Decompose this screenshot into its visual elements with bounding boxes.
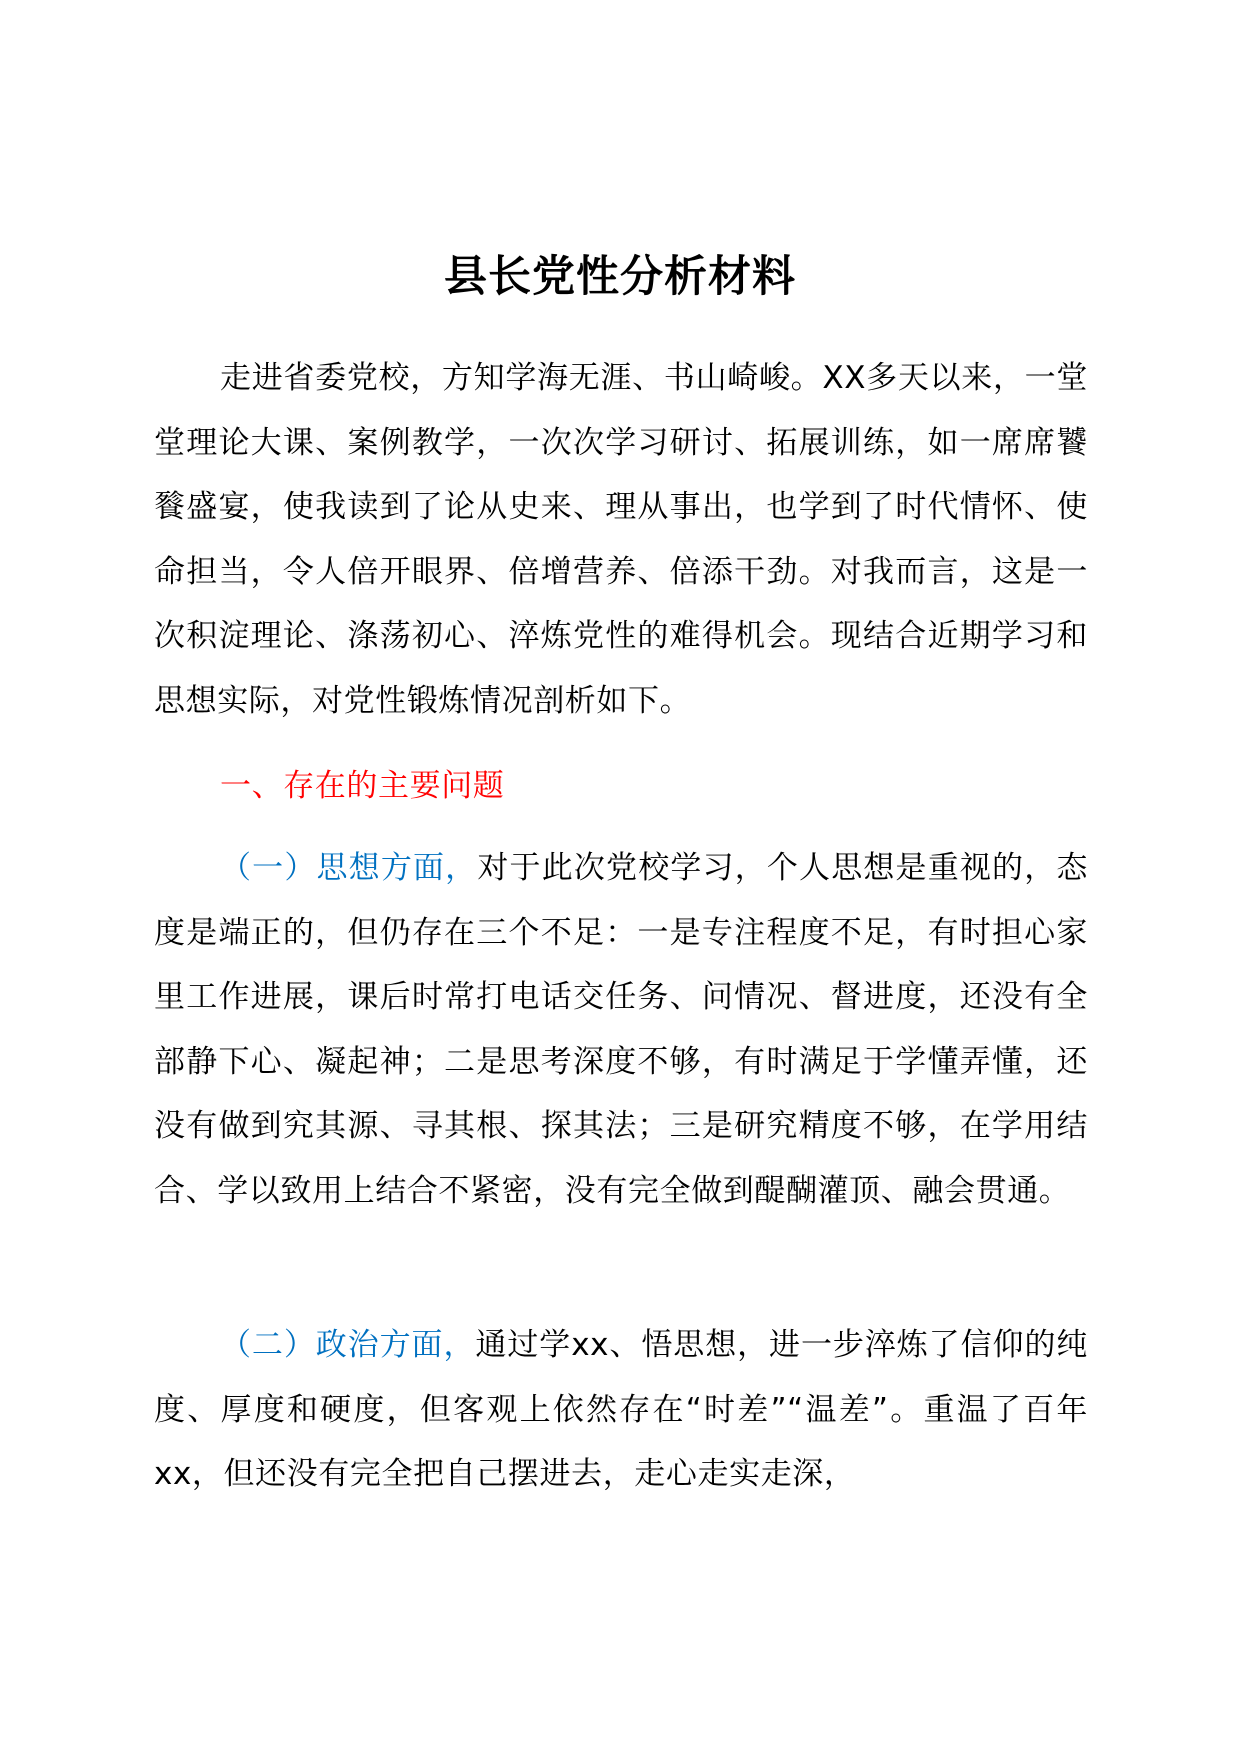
subheading-ideology: （一）思想方面， — [220, 850, 478, 886]
document-title: 县长党性分析材料 — [444, 252, 796, 302]
paragraph-ideology — [154, 836, 1088, 1223]
paragraph-ideology-text: 对于此次党校学习，个人思想是重视的，态度是端正的，但仍存在三个不足：一是专注程度不足，有时担心家里工作进展，课后时常打电话交任务、问情况、督进度，还没有全部静下心、凝起神；二是思考深度不够，有时满足于学懂弄懂，还没有做到究其源、寻其根、探其法；三是研究精度不够，在学用结合、学以致用上结合不紧密，没有完全做到醍醐灌顶、融会贯通。 — [154, 850, 1088, 1209]
intro-paragraph: 走进省委党校，方知学海无涯、书山崎峻。XX多天以来，一堂堂理论大课、案例教学，一次次学习研讨、拓展训练，如一席席饕餮盛宴，使我读到了论从史来、理从事出，也学到了时代情怀、使命担当，令人倍开眼界、倍增营养、倍添干劲。对我而言，这是一次积淀理论、涤荡初心、淬炼党性的难得机会。现结合近期学习和思想实际，对党性锻炼情况剖析如下。 — [154, 360, 1088, 719]
subheading-politics: （二）政治方面， — [220, 1327, 476, 1363]
section-heading-problems: 一、存在的主要问题 — [220, 768, 505, 804]
paragraph-politics-text: 通过学xx、悟思想，进一步淬炼了信仰的纯度、厚度和硬度，但客观上依然存在“时差”“温差”。重温了百年xx，但还没有完全把自己摆进去，走心走实走深， — [154, 1327, 1088, 1492]
paragraph-politics — [154, 1313, 1088, 1507]
